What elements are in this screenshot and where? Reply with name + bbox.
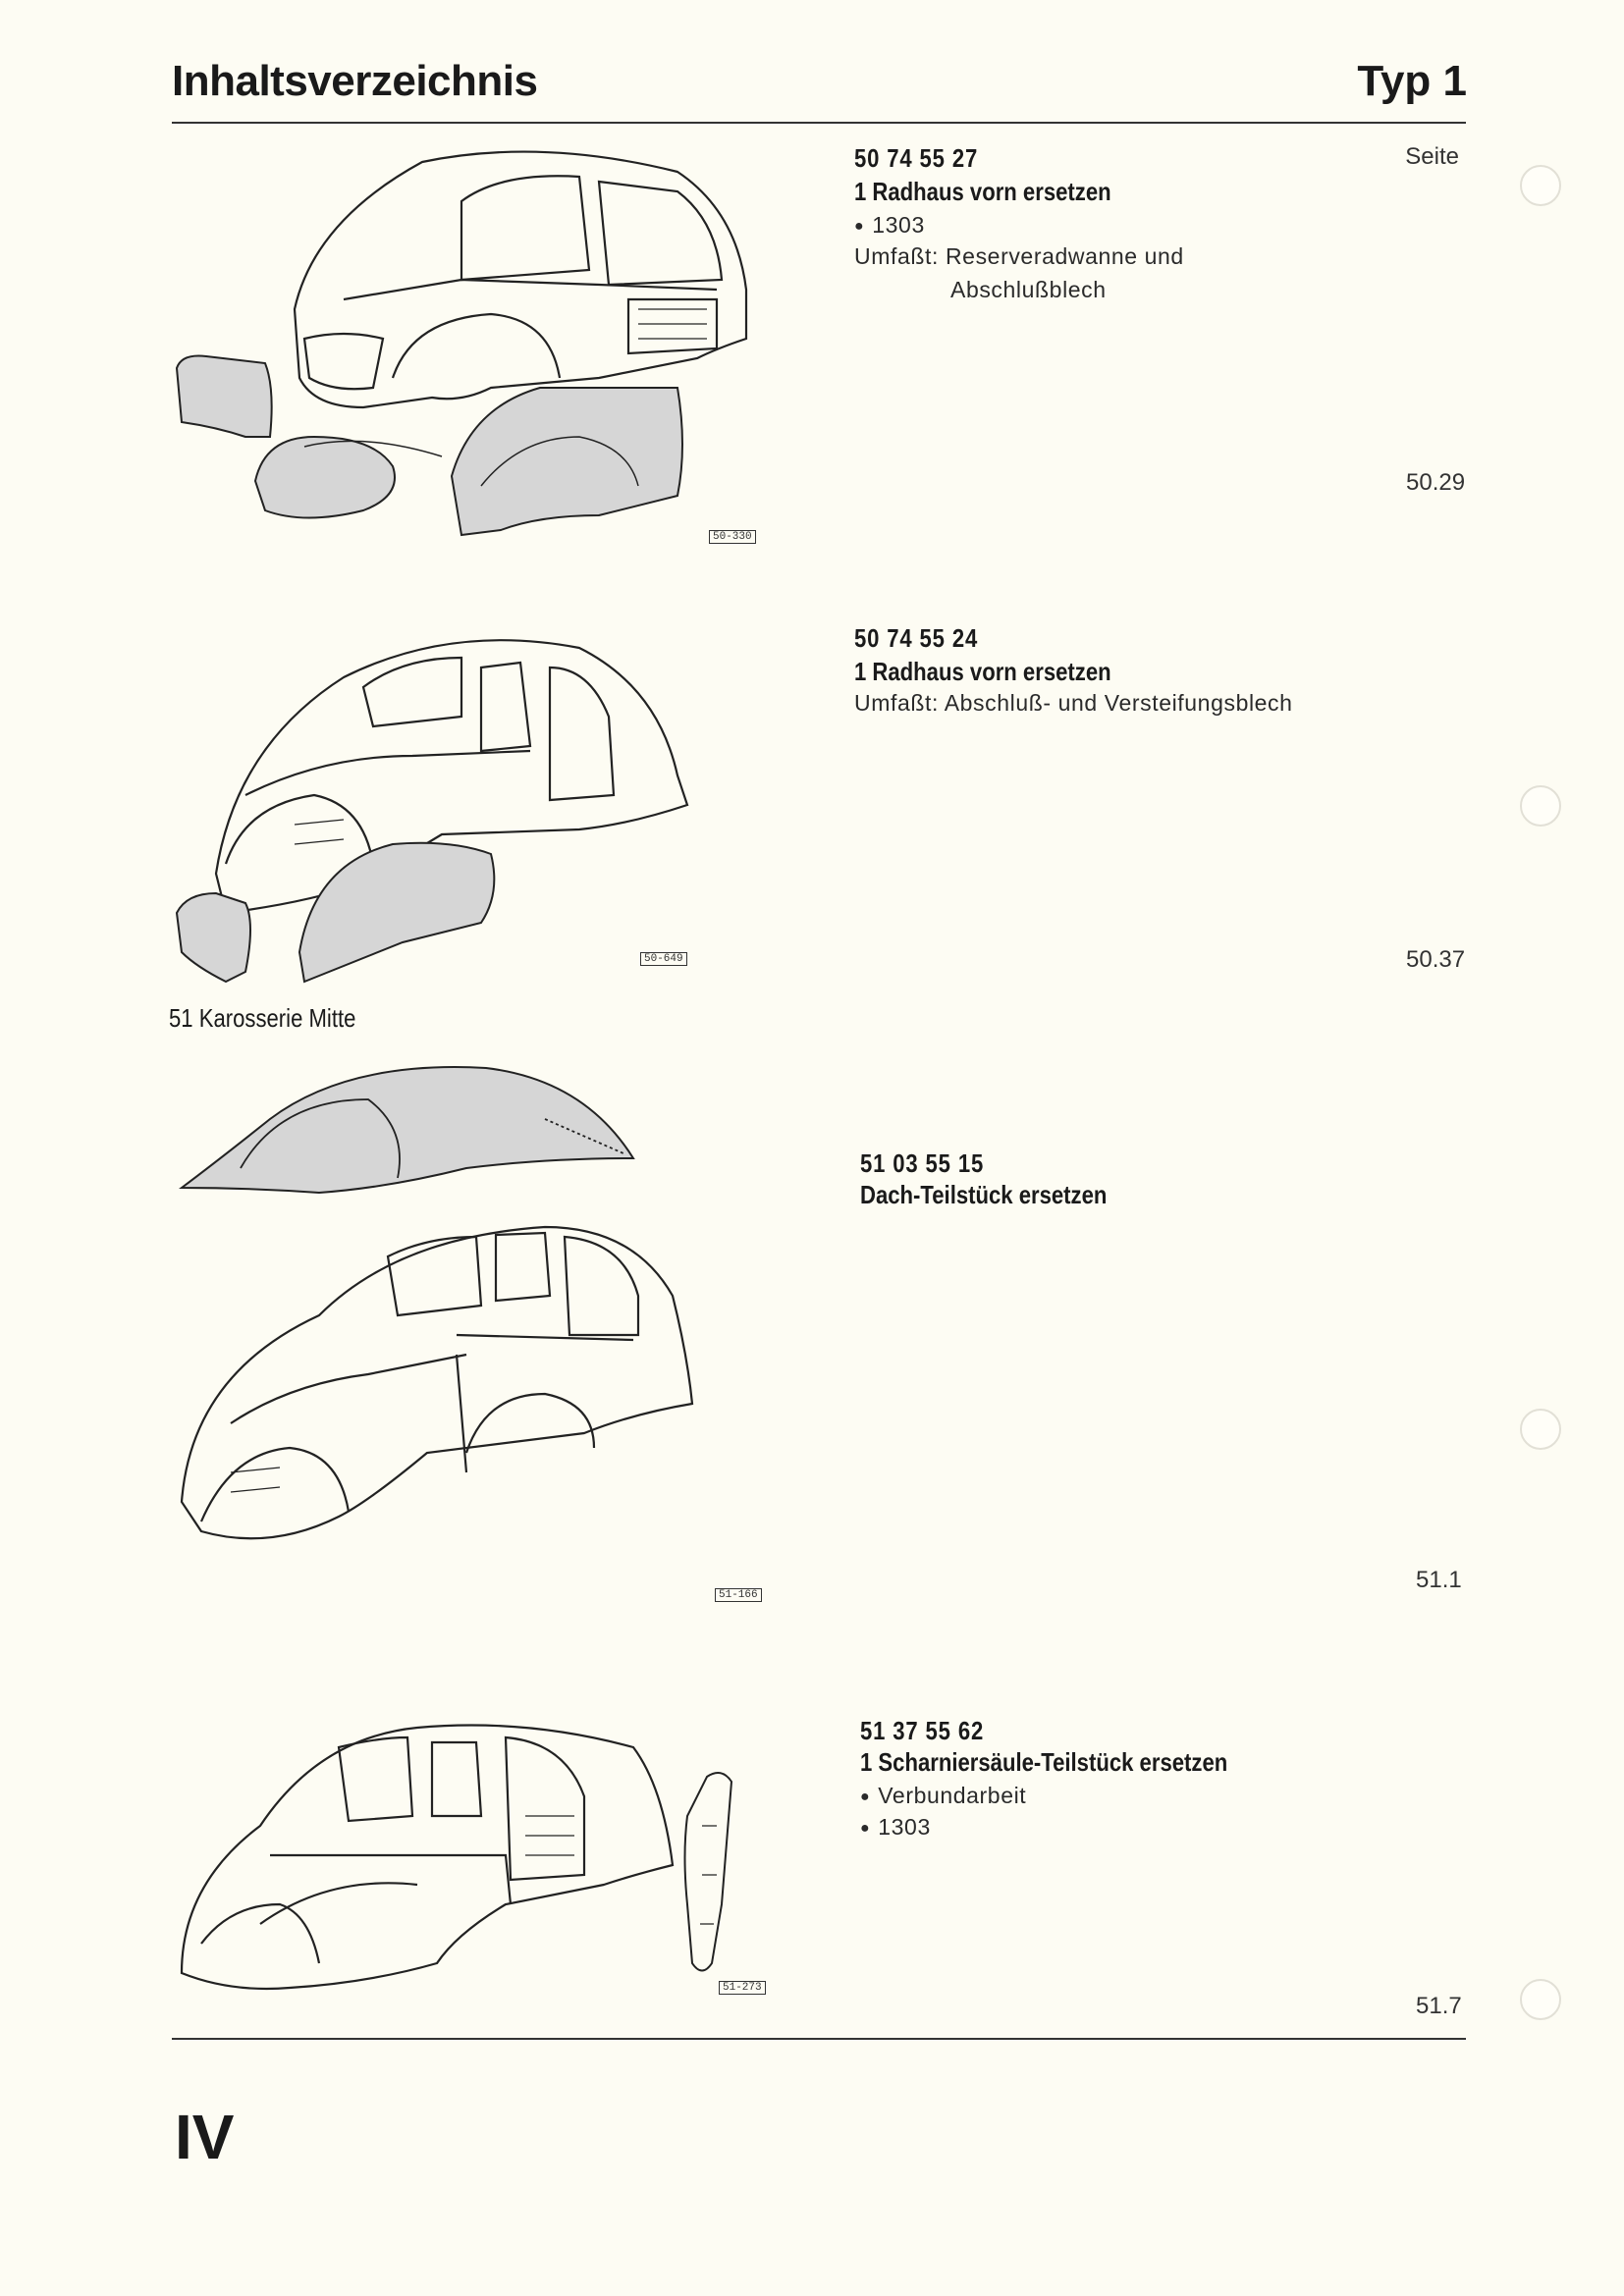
- operation-heading: 1 Scharniersäule-Teilstück ersetzen: [860, 1747, 1228, 1777]
- bullet-note: ● 1303: [860, 1814, 931, 1841]
- figure-reference: 50-649: [640, 952, 687, 966]
- figure-reference: 50-330: [709, 530, 756, 544]
- operation-heading: Dach-Teilstück ersetzen: [860, 1180, 1108, 1209]
- footer-rule: [172, 2038, 1466, 2040]
- section-heading: 51 Karosserie Mitte: [169, 1003, 356, 1033]
- bullet-note: ● Verbundarbeit: [860, 1783, 1026, 1809]
- page-number-roman: IV: [175, 2102, 235, 2172]
- document-title: Inhaltsverzeichnis: [172, 57, 538, 105]
- figure-reference: 51-273: [719, 1981, 766, 1995]
- punch-hole: [1520, 1979, 1561, 2020]
- operation-heading: 1 Radhaus vorn ersetzen: [854, 657, 1111, 686]
- operation-code: 50 74 55 27: [854, 143, 979, 173]
- punch-hole: [1520, 165, 1561, 206]
- car-body-with-hinge-pillar-illustration: [172, 1708, 761, 2002]
- operation-code: 51 03 55 15: [860, 1148, 985, 1178]
- car-body-with-wheelhouse-parts-illustration: [167, 142, 766, 555]
- page-reference: 51.7: [1416, 1993, 1462, 2019]
- vehicle-type: Typ 1: [1357, 57, 1467, 105]
- figure-reference: 51-166: [715, 1588, 762, 1602]
- bullet-note: ● 1303: [854, 212, 925, 239]
- page-reference: 51.1: [1416, 1567, 1462, 1593]
- page-reference: 50.37: [1406, 946, 1466, 973]
- car-body-with-roof-section-illustration: [172, 1060, 771, 1590]
- scope-note: Umfaßt: Abschluß- und Versteifungsblech: [854, 690, 1293, 716]
- punch-hole: [1520, 1409, 1561, 1450]
- header-rule: [172, 122, 1466, 124]
- operation-code: 50 74 55 24: [854, 623, 979, 653]
- operation-code: 51 37 55 62: [860, 1716, 985, 1745]
- car-body-with-wheelhouse-illustration: [167, 628, 697, 991]
- operation-heading: 1 Radhaus vorn ersetzen: [854, 177, 1111, 206]
- scope-note-continued: Abschlußblech: [950, 277, 1107, 302]
- punch-hole: [1520, 785, 1561, 827]
- seite-label: Seite: [1405, 143, 1459, 170]
- page-reference: 50.29: [1406, 469, 1466, 496]
- scope-note: Umfaßt: Reserveradwanne und: [854, 243, 1184, 269]
